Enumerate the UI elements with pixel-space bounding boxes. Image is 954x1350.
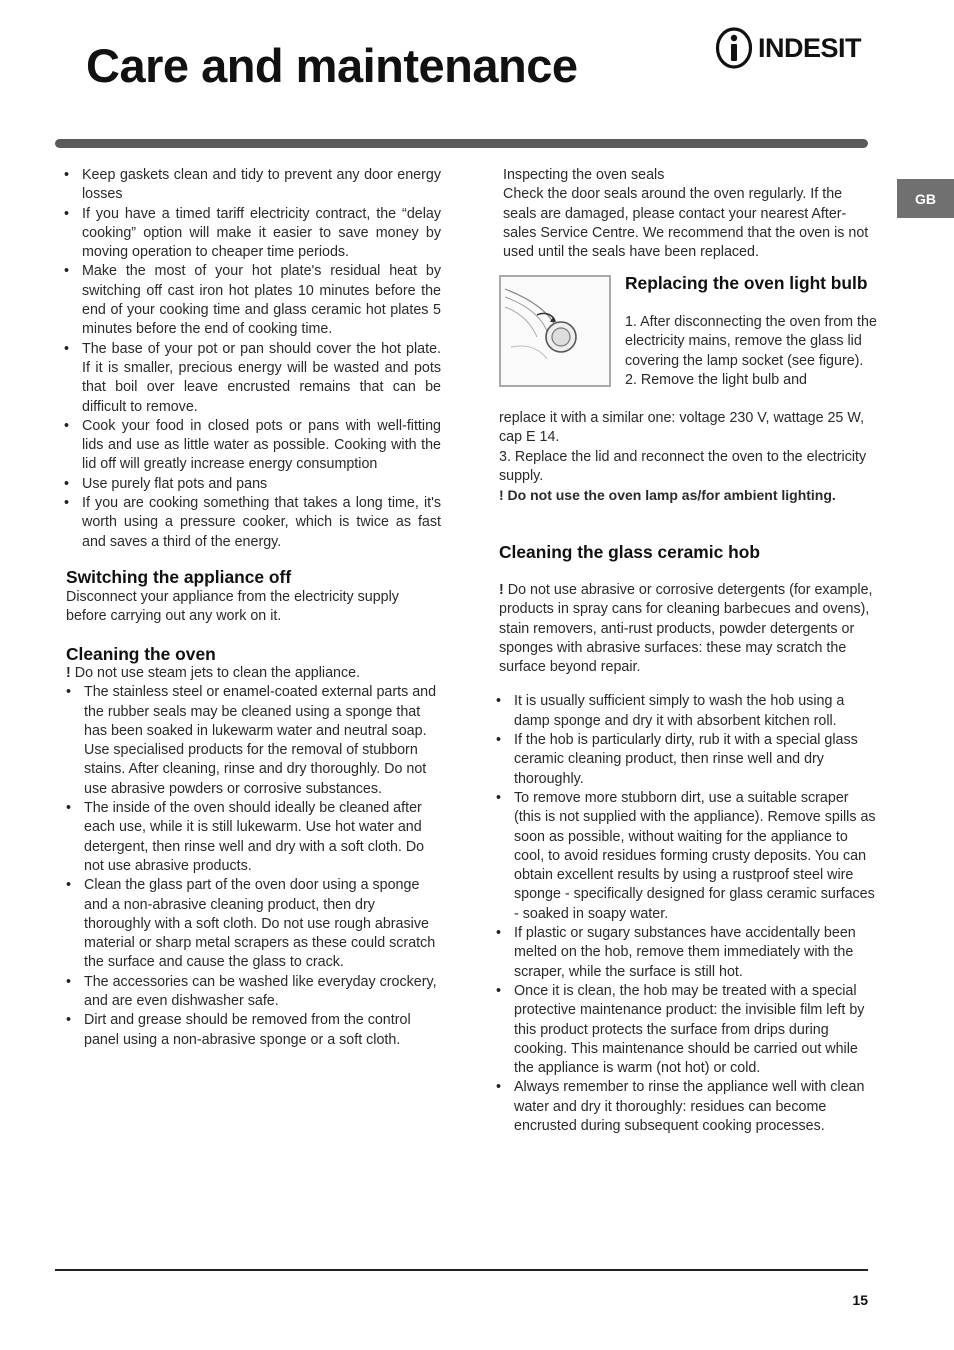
section-heading: Cleaning the glass ceramic hob — [499, 542, 760, 562]
cleaning-oven-section — [66, 644, 442, 1050]
replacing-bulb-heading-block — [625, 274, 875, 293]
list-item: • It is usually sufficient simply to wash the hob using a damp sponge and dry it with absorbent kitchen roll. — [496, 692, 879, 731]
section-heading: Cleaning the oven — [66, 644, 216, 664]
cleaning-hob-section — [499, 542, 879, 1136]
language-tab: GB — [897, 179, 954, 218]
list-item: • If you are cooking something that takes a long time, it's worth using a pressure cooker, which is twice as fast and saves a third of the energy. — [62, 494, 441, 552]
brand-wordmark: INDESIT — [758, 32, 862, 63]
hob-cleaning-list — [499, 692, 879, 1136]
section-body: Check the door seals around the oven regularly. If the seals are damaged, please contact your nearest After-sales Service Centre. We recommend that the oven is not used until the seals have been replaced. — [503, 186, 869, 261]
indesit-logo — [714, 26, 861, 70]
brand-logo-icon — [714, 26, 754, 70]
page-title: Care and maintenance — [86, 39, 578, 92]
list-item: • Dirt and grease should be removed from the control panel using a non-abrasive sponge or a soft cloth. — [66, 1011, 442, 1050]
list-item: • Clean the glass part of the oven door using a sponge and a non-abrasive cleaning product, then dry thoroughly with a soft cloth. Do not use rough abrasive material or sharp metal scrapers as these could scratch the surface and cause the glass to crack. — [66, 876, 442, 972]
footer-divider — [55, 1269, 868, 1271]
list-item: • The inside of the oven should ideally be cleaned after each use, while it is still lukewarm. Use hot water and detergent, then rinse well and dry with a soft cloth. Do not use abrasive products. — [66, 799, 442, 876]
list-item: • The stainless steel or enamel-coated external parts and the rubber seals may be cleaned using a sponge that has been soaked in lukewarm water and neutral soap. Use specialised products for the removal of stubborn stains. After cleaning, rinse and dry thoroughly. Do not use abrasive powders or corrosive substances. — [66, 683, 442, 799]
warning-paragraph — [499, 581, 879, 677]
switching-off-section — [66, 567, 442, 627]
list-item: • Keep gaskets clean and tidy to prevent any door energy losses — [62, 166, 441, 205]
lamp-socket-figure — [499, 275, 611, 387]
step-1: 1. After disconnecting the oven from the electricity mains, remove the glass lid covering the lamp socket (see figure). — [625, 314, 877, 369]
step-2-part-1: 2. Remove the light bulb and — [625, 371, 808, 388]
section-heading: Replacing the oven light bulb — [625, 273, 868, 293]
replacing-bulb-steps-bottom — [499, 409, 877, 505]
list-item: • Make the most of your hot plate's residual heat by switching off cast iron hot plates 10 minutes before the end of your cooking time and glass ceramic hot plates 5 minutes before the end of cooking time. — [62, 262, 441, 339]
list-item: • Always remember to rinse the appliance well with clean water and dry it thoroughly: residues can become encrusted during subsequent cooking processes. — [496, 1078, 879, 1136]
list-item: • The accessories can be washed like everyday crockery, and are even dishwasher safe. — [66, 973, 442, 1012]
energy-tips-list — [62, 166, 441, 552]
list-item: • Cook your food in closed pots or pans with well-fitting lids and use as little water as possible. Cooking with the lid off will greatly increase energy consumption — [62, 417, 441, 475]
list-item: • The base of your pot or pan should cover the hot plate. If it is smaller, precious energy will be wasted and pots that boil over leave encrusted remains that can be difficult to remove. — [62, 340, 441, 417]
warning-text: Do not use steam jets to clean the appliance. — [74, 665, 361, 681]
section-body: Disconnect your appliance from the electricity supply before carrying out any work on it. — [66, 589, 399, 625]
list-item: • If you have a timed tariff electricity contract, the “delay cooking” option will make it easier to save money by moving operation to cheaper time periods. — [62, 205, 441, 263]
section-heading: Switching the appliance off — [66, 567, 292, 587]
page-number: 15 — [852, 1292, 868, 1308]
list-item: • Once it is clean, the hob may be treated with a special protective maintenance product: the invisible film left by this product protects the surface from drips during cooking. This maintenance should be carried out while the appliance is warm (not hot) or cold. — [496, 982, 879, 1078]
list-item: • Use purely flat pots and pans — [62, 475, 441, 494]
list-item: • To remove more stubborn dirt, use a suitable scraper (this is not supplied with the appliance). Remove spills as soon as possible, without waiting for the appliance to cool, to avoid residues forming crusty deposits. You can obtain excellent results by using a rustproof steel wire sponge - specifically designed for glass ceramic surfaces - soaked in soapy water. — [496, 789, 879, 924]
replacing-bulb-steps-top — [625, 313, 877, 390]
list-item: • If plastic or sugary substances have accidentally been melted on the hob, remove them immediately with the scraper, while the surface is still hot. — [496, 924, 879, 982]
oven-lamp-icon — [501, 277, 609, 385]
list-item: • If the hob is particularly dirty, rub it with a special glass ceramic cleaning product, then rinse well and dry thoroughly. — [496, 731, 879, 789]
warning-mark: ! — [66, 665, 71, 681]
header-divider-bar — [55, 139, 868, 148]
lamp-warning: ! Do not use the oven lamp as/for ambient lighting. — [499, 487, 836, 504]
step-3: 3. Replace the lid and reconnect the oven to the electricity supply. — [499, 448, 867, 484]
oven-cleaning-list — [66, 683, 442, 1050]
step-2-part-2: replace it with a similar one: voltage 230 V, wattage 25 W, cap E 14. — [499, 410, 865, 446]
inspecting-seals-section — [503, 166, 878, 262]
section-heading: Inspecting the oven seals — [503, 167, 665, 183]
warning-text: Do not use abrasive or corrosive detergents (for example, products in spray cans for cleaning barbecues and ovens), stain removers, anti-rust products, powder detergents or sponges with abrasive surfaces: these may scratch the surface beyond repair. — [499, 582, 873, 676]
warning-line — [66, 664, 442, 683]
warning-mark: ! — [499, 582, 504, 598]
